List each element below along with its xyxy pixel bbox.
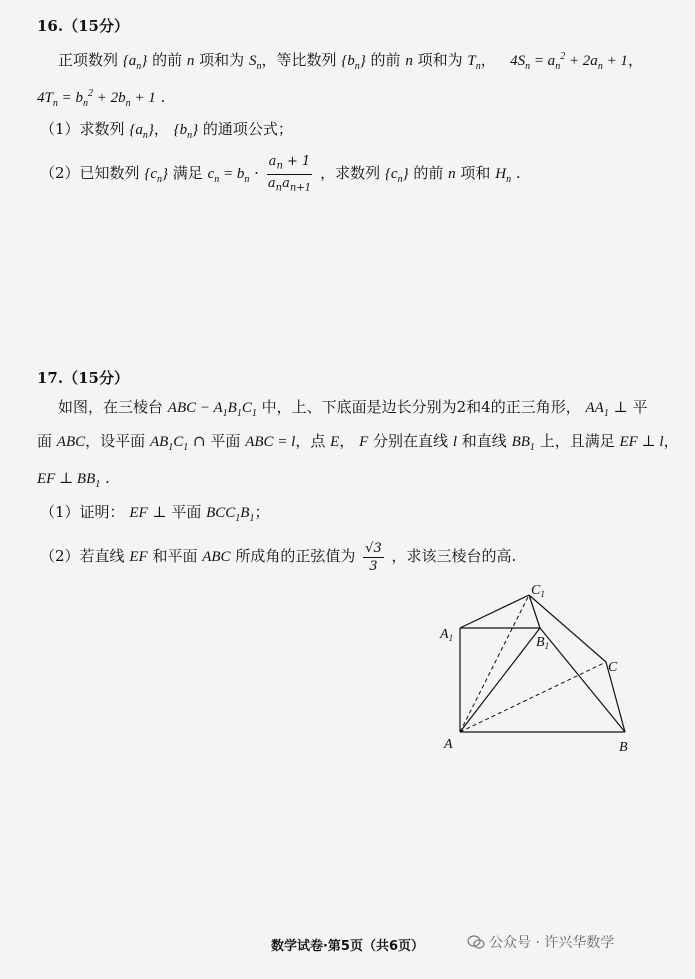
edge-A1-C1: [460, 595, 529, 628]
q17-line3: EF ⊥ $BB_1$ .: [37, 469, 110, 490]
edge-A-C: [460, 662, 606, 732]
q16-line1: 正项数列 $\{a_n\}$ 的前 n 项和为 $S_n$，等比数列 $\{b_n\}$ 的前 n 项和为 $T_n$， $4S_n = a_n^2 + 2a_n + 1$，: [58, 51, 643, 72]
q17-header: 17.（15分）: [37, 369, 129, 387]
label-A1: $A_1$: [440, 627, 454, 643]
q16-line2: $4T_n = b_n^2 + 2b_n + 1$ .: [37, 88, 166, 109]
q17-line1: 如图，在三棱台 ABC − $A_1B_1C_1$ 中，上、下底面是边长分别为2和4的正三角形， $AA_1$ ⊥ 平: [58, 398, 648, 419]
q16-part1: （1）求数列 $\{a_n\}$， $\{b_n\}$ 的通项公式；: [40, 120, 293, 141]
frustum-figure: [430, 580, 650, 760]
edge-B1-B: [540, 628, 625, 732]
label-A: A: [444, 737, 453, 752]
q17-line2: 面 ABC，设平面 $AB_1C_1$ ∩ 平面 ABC = l，点 E， F 分别在直线 l 和直线 $BB_1$ 上，且满足 EF ⊥ l，: [37, 432, 679, 453]
q16-header: 16.（15分）: [37, 17, 129, 35]
q16-part2: （2）已知数列 $\{c_n\}$ 满足 $c_n = b_n$ · $\frac{a_n + 1}{a_na_{n+1}}$ ，求数列 $\{c_n\}$ 的前 n 项和 $H_n$ .: [40, 154, 521, 194]
label-B1: $B_1$: [536, 635, 550, 651]
q17-part1: （1）证明： EF ⊥ 平面 $BCC_1B_1$；: [40, 503, 270, 524]
watermark-text: 公众号 · 许兴华数学: [489, 935, 615, 951]
q17-part2: （2）若直线 EF 和平面 ABC 所成角的正弦值为 $\frac{√3}{3}$ ，求该三棱台的高.: [40, 540, 517, 574]
edge-A-C1: [460, 595, 529, 732]
label-B: B: [619, 740, 628, 755]
label-C: C: [608, 660, 618, 675]
wechat-watermark: [467, 932, 614, 952]
wechat-icon: [467, 935, 485, 949]
label-C1: $C_1$: [531, 583, 545, 599]
edge-A-B1: [460, 628, 540, 732]
page-footer: 数学试卷·第5页（共6页）: [270, 939, 425, 954]
